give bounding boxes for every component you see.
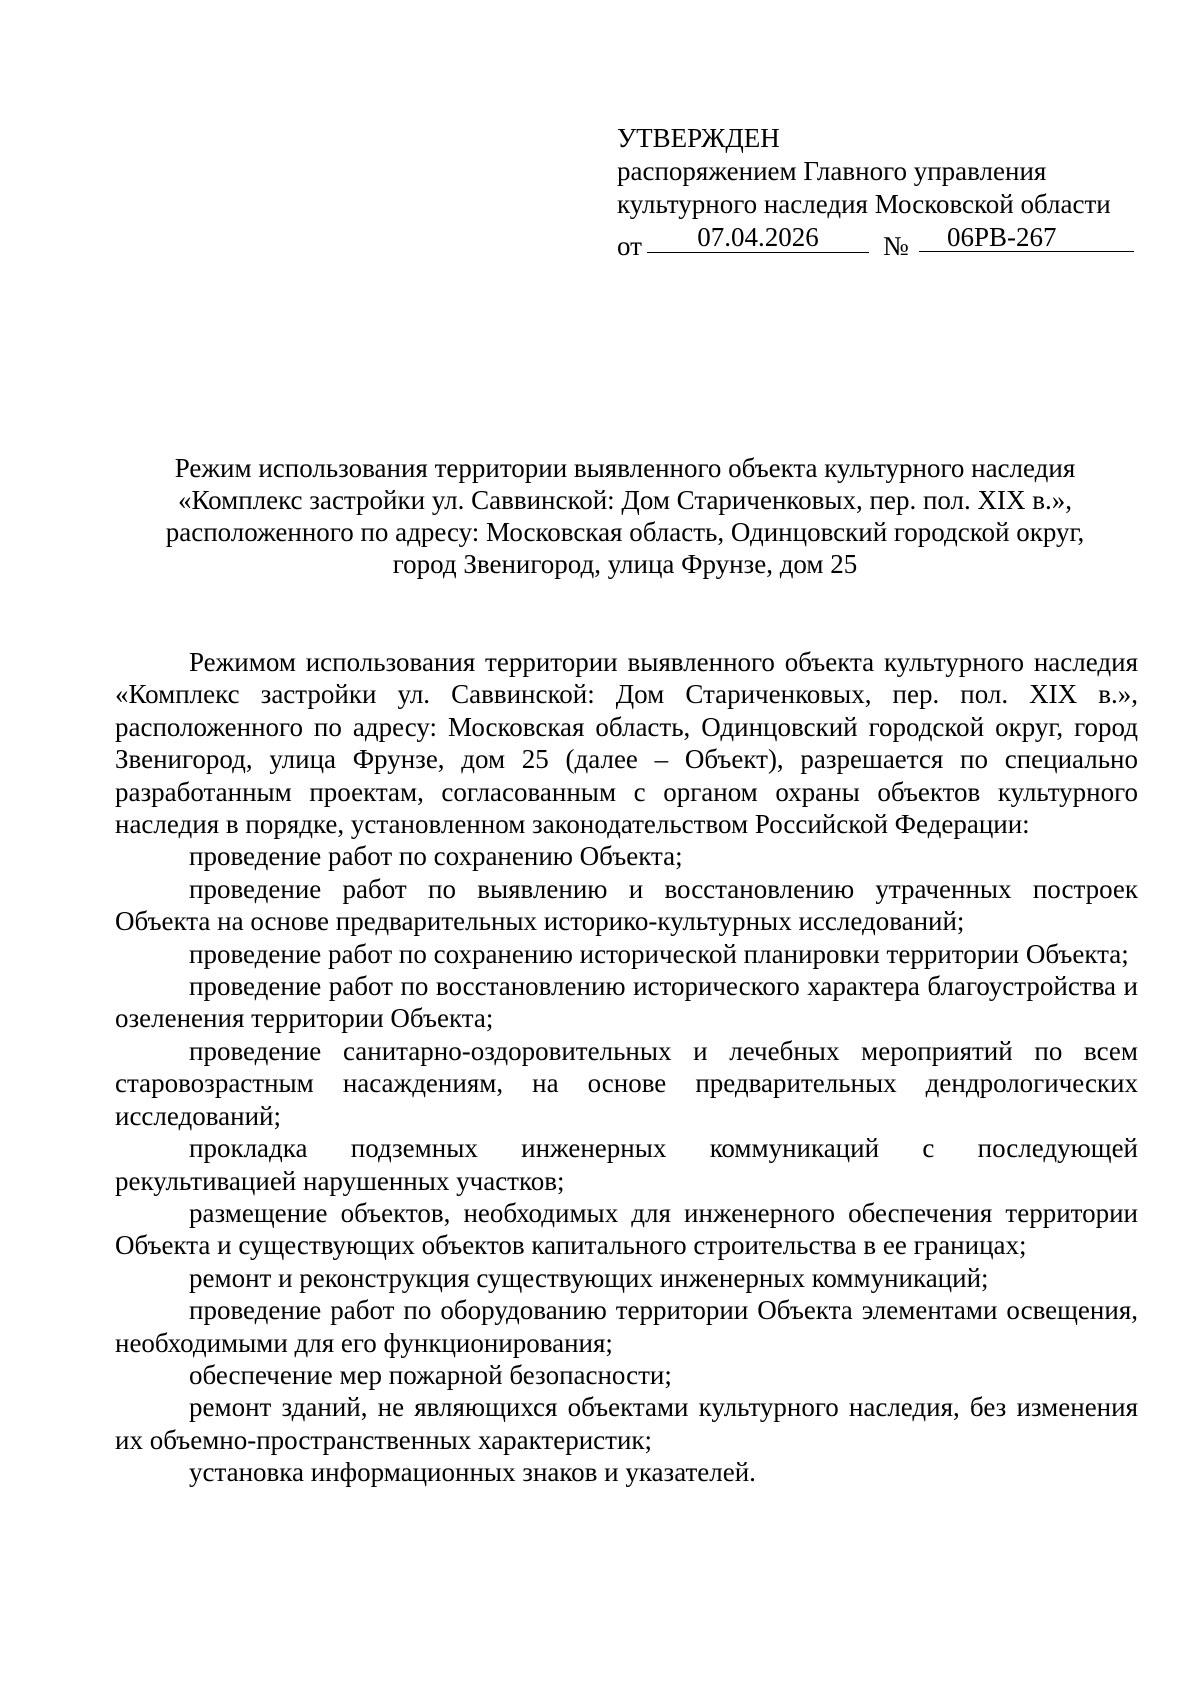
list-item: ремонт и реконструкция существующих инженерных коммуникаций;	[189, 1262, 989, 1293]
body-intro-paragraph: Режимом использования территории выявленного объекта культурного наследия «Комплекс застройки ул. Саввинской: Дом Стариченковых, пер. пол. XIX в.», расположенного по адресу: Московская область, Одинцовский городской округ, город Звенигород, улица Фрунзе, дом 25 (далее – Объект), разрешается по специально разработанным проектам, согласованным с органом охраны объектов культурного наследия в порядке, установленном законодательством Российской Федерации:	[115, 647, 1138, 840]
list-item: прокладка подземных инженерных коммуникаций с последующей рекультивацией нарушенных участков;	[115, 1133, 1138, 1196]
from-label: от	[617, 231, 642, 261]
document-title	[110, 452, 1140, 580]
list-item: проведение работ по сохранению Объекта;	[189, 841, 683, 872]
approval-line-2: культурного наследия Московской области	[617, 189, 1111, 219]
approval-date: 07.04.2026	[647, 221, 869, 253]
approval-date-row	[617, 221, 1137, 261]
approval-heading: УТВЕРЖДЕН	[617, 123, 780, 153]
approval-block	[617, 122, 1137, 261]
list-item: проведение работ по выявлению и восстановлению утраченных построек Объекта на основе предварительных историко-культурных исследований;	[115, 873, 1138, 937]
list-item: проведение санитарно-оздоровительных и лечебных мероприятий по всем старовозрастным насаждениям, на основе предварительных дендрологических исследований;	[115, 1035, 1138, 1131]
list-item: размещение объектов, необходимых для инженерного обеспечения территории Объекта и существующих объектов капитального строительства в ее границах;	[115, 1197, 1138, 1261]
title-line: «Комплекс застройки ул. Саввинской: Дом Стариченковых, пер. пол. XIX в.»,	[177, 485, 1073, 515]
list-item: проведение работ по восстановлению исторического характера благоустройства и озеленения территории Объекта;	[115, 971, 1138, 1034]
list-item: обеспечение мер пожарной безопасности;	[189, 1359, 672, 1390]
title-line: Режим использования территории выявленного объекта культурного наследия	[174, 453, 1076, 483]
approval-number: 06РВ-267	[919, 221, 1134, 252]
title-line: город Звенигород, улица Фрунзе, дом 25	[392, 549, 858, 579]
list-item: проведение работ по оборудованию территории Объекта элементами освещения, необходимыми для его функционирования;	[115, 1295, 1138, 1358]
list-item: установка информационных знаков и указателей.	[189, 1457, 756, 1488]
list-item: ремонт зданий, не являющихся объектами культурного наследия, без изменения их объемно-пространственных характеристик;	[115, 1392, 1138, 1455]
title-line: расположенного по адресу: Московская область, Одинцовский городской округ,	[165, 517, 1085, 547]
list-item: проведение работ по сохранению исторической планировки территории Объекта;	[189, 938, 1129, 969]
document-body	[115, 646, 1138, 1489]
number-label: №	[883, 231, 909, 261]
approval-line-1: распоряжением Главного управления	[617, 156, 1047, 186]
